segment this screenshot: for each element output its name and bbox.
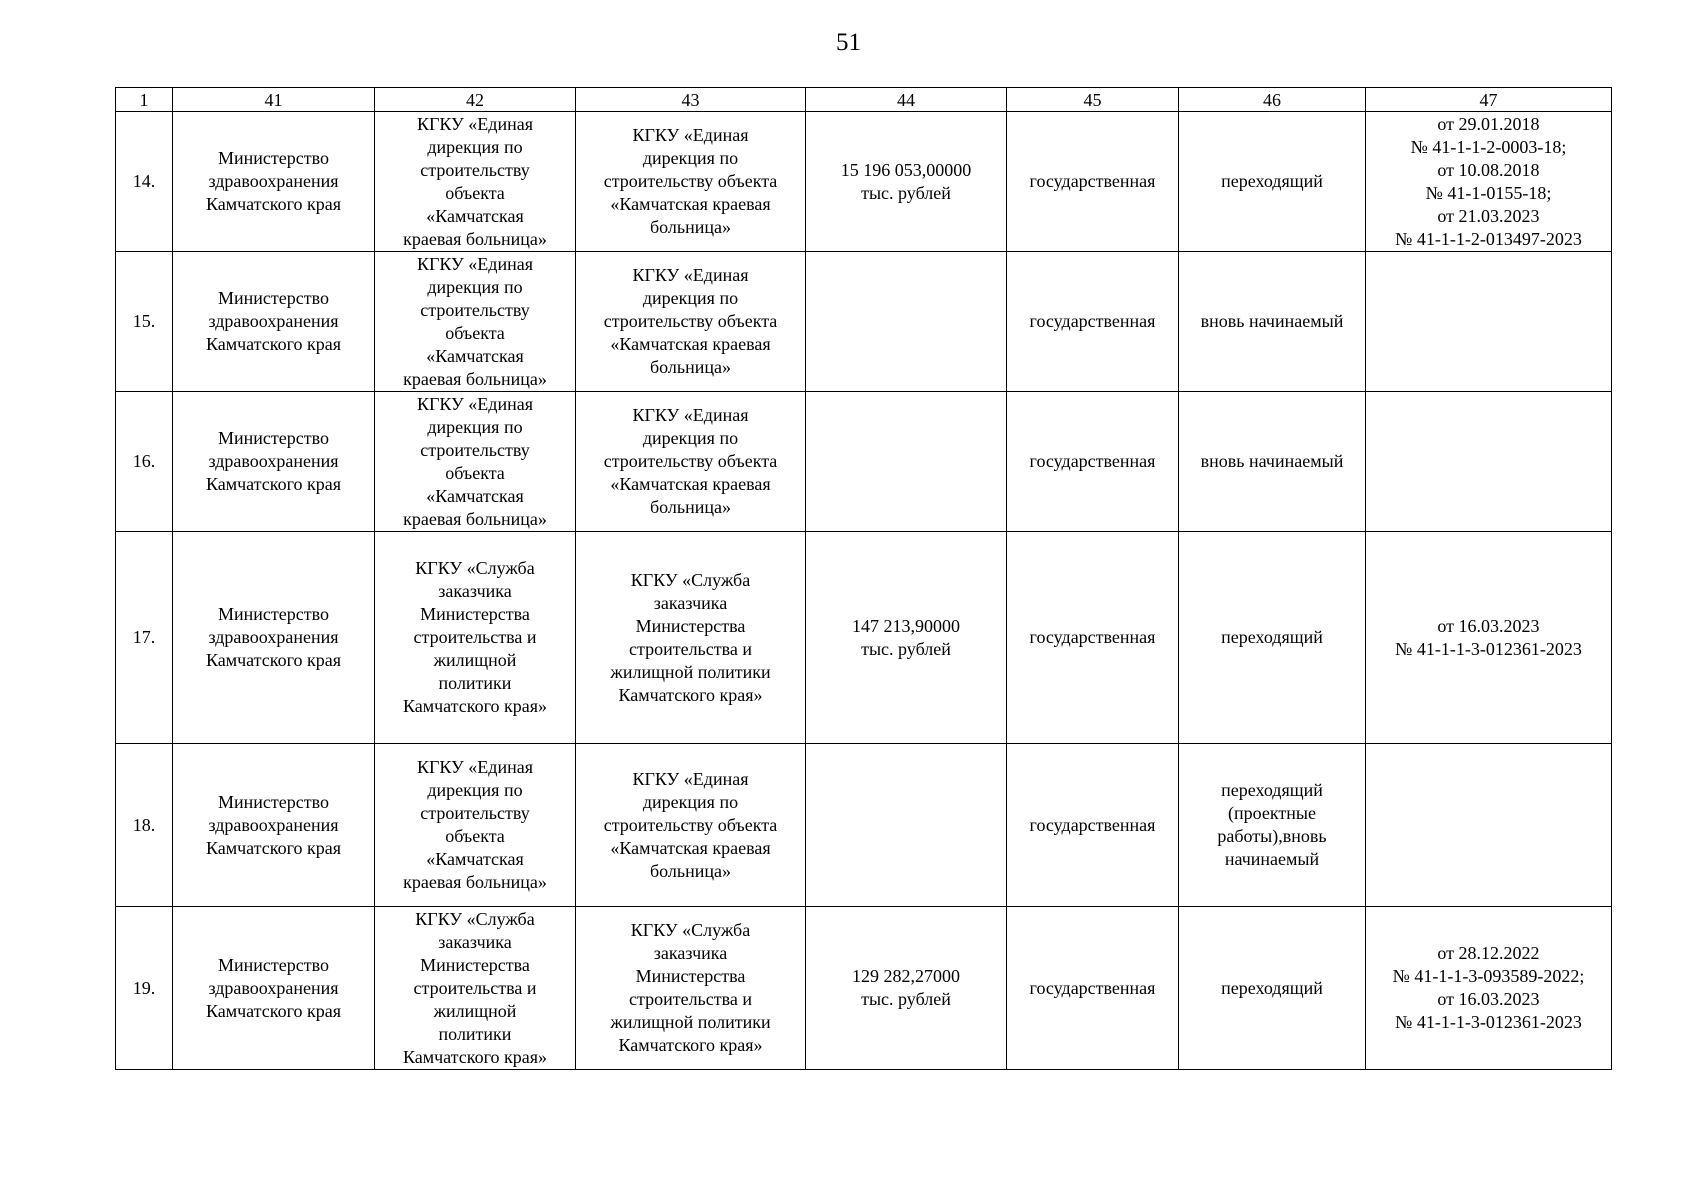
column-header: 42 bbox=[375, 88, 576, 112]
cell-text-line: переходящий bbox=[1221, 780, 1323, 800]
cell-text-line: государственная bbox=[1029, 171, 1156, 191]
cell-text-line: КГКУ «Единая bbox=[417, 253, 533, 274]
cell-text-line: Министерство bbox=[218, 288, 329, 308]
cell-text-line: № 41-1-0155-18; bbox=[1425, 182, 1552, 203]
technical-customer-cell bbox=[576, 112, 806, 252]
cell-text-line: Камчатского края bbox=[205, 837, 342, 858]
cell-text-line: строительства и bbox=[629, 989, 752, 1009]
cell-text-line: КГКУ «Единая bbox=[632, 405, 749, 425]
cell-text-line: объекта bbox=[445, 322, 505, 343]
cell-text-line: жилищной bbox=[433, 650, 517, 670]
cell-text-line: «Камчатская краевая bbox=[610, 334, 771, 354]
status-cell bbox=[1179, 392, 1366, 532]
cell-text-line: «Камчатская краевая bbox=[610, 194, 771, 214]
cell-text-line: здравоохранения bbox=[208, 814, 339, 835]
row-number-cell: 14. bbox=[116, 112, 173, 252]
cell-text-line: от 16.03.2023 bbox=[1437, 615, 1540, 636]
cell-text-line: «Камчатская bbox=[426, 345, 524, 366]
approval-cell bbox=[1366, 532, 1612, 744]
technical-customer-cell bbox=[576, 907, 806, 1070]
column-header: 41 bbox=[173, 88, 375, 112]
cell-text-line: заказчика bbox=[438, 931, 512, 952]
cell-text-line: № 41-1-1-2-0003-18; bbox=[1410, 136, 1567, 157]
cell-text-line: дирекция по bbox=[427, 780, 523, 800]
cell-text-line: от 10.08.2018 bbox=[1437, 159, 1540, 180]
cell-text-line: краевая больница» bbox=[403, 368, 547, 389]
cell-text-line: «Камчатская bbox=[426, 849, 524, 869]
column-header: 45 bbox=[1007, 88, 1179, 112]
approval-cell bbox=[1366, 252, 1612, 392]
cell-text-line: вновь начинаемый bbox=[1200, 451, 1344, 471]
cell-text-line: государственная bbox=[1029, 977, 1156, 998]
page-number: 51 bbox=[836, 29, 861, 56]
developer-cell bbox=[375, 532, 576, 744]
cell-text-line: жилищной политики bbox=[610, 1012, 771, 1032]
cell-text-line: политики bbox=[438, 1023, 512, 1044]
cell-text-line: дирекция по bbox=[427, 136, 523, 157]
cell-text-line: Министерство bbox=[218, 148, 329, 168]
customer-cell bbox=[173, 112, 375, 252]
cell-text-line: КГКУ «Служба bbox=[630, 920, 751, 940]
cell-text-line: КГКУ «Единая bbox=[417, 393, 533, 414]
table-row bbox=[116, 532, 1612, 744]
cell-text-line: строительству bbox=[420, 299, 530, 320]
cell-text-line: политики bbox=[438, 673, 512, 693]
cell-text-line: «Камчатская краевая bbox=[610, 474, 771, 494]
cell-text-line: работы),вновь bbox=[1217, 826, 1327, 846]
cell-text-line: 129 282,27000 bbox=[852, 966, 960, 986]
cell-text-line: Министерство bbox=[218, 428, 329, 448]
column-header: 47 bbox=[1366, 88, 1612, 112]
table-row bbox=[116, 392, 1612, 532]
cell-text-line: Камчатского края» bbox=[618, 1035, 763, 1055]
cell-text-line: 15 196 053,00000 bbox=[840, 159, 972, 180]
customer-cell bbox=[173, 252, 375, 392]
developer-cell bbox=[375, 744, 576, 907]
cell-text-line: здравоохранения bbox=[208, 171, 339, 191]
technical-customer-cell bbox=[576, 744, 806, 907]
row-number-cell: 16. bbox=[116, 392, 173, 532]
cell-text-line: Министерства bbox=[635, 615, 746, 636]
customer-cell bbox=[173, 532, 375, 744]
cell-text-line: строительству объекта bbox=[603, 171, 778, 191]
row-number-cell: 18. bbox=[116, 744, 173, 907]
developer-cell bbox=[375, 907, 576, 1070]
cell-text-line: Камчатского края bbox=[205, 334, 342, 354]
cell-text-line: строительству объекта bbox=[603, 814, 778, 835]
cell-text-line: краевая больница» bbox=[403, 228, 547, 249]
cost-cell bbox=[806, 392, 1007, 532]
cell-text-line: жилищной политики bbox=[610, 661, 771, 682]
table-row bbox=[116, 252, 1612, 392]
cell-text-line: КГКУ «Единая bbox=[632, 768, 749, 789]
ownership-cell bbox=[1007, 252, 1179, 392]
cell-text-line: начинаемый bbox=[1224, 849, 1320, 869]
cell-text-line: от 16.03.2023 bbox=[1437, 989, 1540, 1009]
cell-text-line: КГКУ «Служба bbox=[630, 569, 751, 590]
cell-text-line: дирекция по bbox=[427, 416, 523, 437]
cell-text-line: государственная bbox=[1029, 311, 1156, 331]
cell-text-line: краевая больница» bbox=[403, 508, 547, 529]
cell-text-line: № 41-1-1-3-093589-2022; bbox=[1392, 966, 1585, 986]
cell-text-line: строительству bbox=[420, 803, 530, 823]
technical-customer-cell bbox=[576, 532, 806, 744]
cell-text-line: Министерства bbox=[420, 604, 530, 624]
cell-text-line: дирекция по bbox=[642, 148, 739, 168]
cell-text-line: «Камчатская bbox=[426, 205, 524, 226]
cell-text-line: объекта bbox=[445, 462, 505, 483]
cell-text-line: государственная bbox=[1029, 814, 1156, 835]
cell-text-line: переходящий bbox=[1221, 171, 1323, 191]
cell-text-line: строительства и bbox=[413, 977, 537, 998]
cell-text-line: дирекция по bbox=[642, 288, 739, 308]
row-number-cell: 19. bbox=[116, 907, 173, 1070]
cell-text-line: вновь начинаемый bbox=[1200, 311, 1344, 331]
developer-cell bbox=[375, 112, 576, 252]
ownership-cell bbox=[1007, 744, 1179, 907]
status-cell bbox=[1179, 112, 1366, 252]
cell-text-line: дирекция по bbox=[642, 791, 739, 812]
status-cell bbox=[1179, 907, 1366, 1070]
customer-cell bbox=[173, 907, 375, 1070]
cell-text-line: здравоохранения bbox=[208, 311, 339, 331]
cell-text-line: государственная bbox=[1029, 627, 1156, 647]
cell-text-line: строительству объекта bbox=[603, 311, 778, 331]
row-number-cell: 17. bbox=[116, 532, 173, 744]
cell-text-line: больница» bbox=[650, 860, 731, 881]
cell-text-line: № 41-1-1-2-013497-2023 bbox=[1395, 228, 1582, 249]
cell-text-line: тыс. рублей bbox=[861, 989, 951, 1009]
cell-text-line: 147 213,90000 bbox=[852, 615, 960, 636]
cell-text-line: Министерства bbox=[420, 954, 530, 975]
cell-text-line: «Камчатская bbox=[426, 485, 524, 506]
row-number-cell: 15. bbox=[116, 252, 173, 392]
cell-text-line: переходящий bbox=[1221, 977, 1323, 998]
cell-text-line: дирекция по bbox=[642, 428, 739, 448]
cell-text-line: тыс. рублей bbox=[861, 638, 951, 659]
table-row bbox=[116, 907, 1612, 1070]
cell-text-line: «Камчатская краевая bbox=[610, 837, 771, 858]
cell-text-line: Камчатского края» bbox=[402, 696, 548, 716]
cell-text-line: от 21.03.2023 bbox=[1437, 205, 1540, 226]
cell-text-line: Камчатского края» bbox=[618, 684, 763, 705]
cost-cell bbox=[806, 112, 1007, 252]
cost-cell bbox=[806, 532, 1007, 744]
cell-text-line: № 41-1-1-3-012361-2023 bbox=[1395, 1012, 1582, 1032]
cell-text-line: государственная bbox=[1029, 451, 1156, 471]
table-row bbox=[116, 744, 1612, 907]
cell-text-line: здравоохранения bbox=[208, 627, 339, 647]
cell-text-line: больница» bbox=[650, 497, 731, 517]
cell-text-line: КГКУ «Единая bbox=[417, 113, 533, 134]
cell-text-line: строительству объекта bbox=[603, 451, 778, 471]
ownership-cell bbox=[1007, 532, 1179, 744]
column-header: 1 bbox=[116, 88, 173, 112]
column-header: 44 bbox=[806, 88, 1007, 112]
ownership-cell bbox=[1007, 392, 1179, 532]
cell-text-line: Министерства bbox=[635, 966, 746, 986]
cell-text-line: (проектные bbox=[1228, 803, 1316, 823]
column-header: 46 bbox=[1179, 88, 1366, 112]
approval-cell bbox=[1366, 744, 1612, 907]
cell-text-line: краевая больница» bbox=[403, 872, 547, 892]
cell-text-line: Министерство bbox=[218, 954, 329, 975]
cell-text-line: жилищной bbox=[433, 1000, 517, 1021]
customer-cell bbox=[173, 392, 375, 532]
customer-cell bbox=[173, 744, 375, 907]
cell-text-line: строительству bbox=[420, 439, 530, 460]
status-cell bbox=[1179, 252, 1366, 392]
developer-cell bbox=[375, 252, 576, 392]
developer-cell bbox=[375, 392, 576, 532]
cell-text-line: от 28.12.2022 bbox=[1437, 943, 1540, 963]
table-header-row bbox=[116, 88, 1612, 112]
cell-text-line: больница» bbox=[650, 357, 731, 377]
cell-text-line: переходящий bbox=[1221, 627, 1323, 647]
cell-text-line: Министерство bbox=[218, 791, 329, 812]
cell-text-line: № 41-1-1-3-012361-2023 bbox=[1395, 638, 1582, 659]
cell-text-line: тыс. рублей bbox=[861, 182, 951, 203]
status-cell bbox=[1179, 532, 1366, 744]
cell-text-line: заказчика bbox=[653, 943, 728, 963]
cell-text-line: строительства и bbox=[413, 627, 537, 647]
cell-text-line: объекта bbox=[445, 182, 505, 203]
registry-table bbox=[115, 87, 1612, 1070]
cell-text-line: КГКУ «Служба bbox=[415, 908, 535, 929]
cell-text-line: Камчатского края bbox=[205, 650, 342, 670]
technical-customer-cell bbox=[576, 252, 806, 392]
column-header: 43 bbox=[576, 88, 806, 112]
cell-text-line: дирекция по bbox=[427, 276, 523, 297]
cell-text-line: от 29.01.2018 bbox=[1437, 113, 1540, 134]
cell-text-line: КГКУ «Единая bbox=[632, 125, 749, 145]
cell-text-line: КГКУ «Единая bbox=[417, 757, 533, 777]
cell-text-line: заказчика bbox=[653, 592, 728, 613]
cell-text-line: КГКУ «Служба bbox=[415, 558, 535, 578]
approval-cell bbox=[1366, 112, 1612, 252]
ownership-cell bbox=[1007, 112, 1179, 252]
status-cell bbox=[1179, 744, 1366, 907]
table-row bbox=[116, 112, 1612, 252]
technical-customer-cell bbox=[576, 392, 806, 532]
cell-text-line: здравоохранения bbox=[208, 451, 339, 471]
cell-text-line: Камчатского края» bbox=[402, 1046, 548, 1067]
cost-cell bbox=[806, 252, 1007, 392]
cost-cell bbox=[806, 744, 1007, 907]
cell-text-line: здравоохранения bbox=[208, 977, 339, 998]
approval-cell bbox=[1366, 392, 1612, 532]
cell-text-line: Камчатского края bbox=[205, 1000, 342, 1021]
cell-text-line: Министерство bbox=[218, 604, 329, 624]
cell-text-line: больница» bbox=[650, 217, 731, 237]
cell-text-line: Камчатского края bbox=[205, 474, 342, 494]
cell-text-line: строительства и bbox=[629, 638, 752, 659]
ownership-cell bbox=[1007, 907, 1179, 1070]
cell-text-line: заказчика bbox=[438, 581, 512, 601]
cost-cell bbox=[806, 907, 1007, 1070]
approval-cell bbox=[1366, 907, 1612, 1070]
cell-text-line: Камчатского края bbox=[205, 194, 342, 214]
cell-text-line: строительству bbox=[420, 159, 530, 180]
cell-text-line: объекта bbox=[445, 826, 505, 846]
cell-text-line: КГКУ «Единая bbox=[632, 265, 749, 285]
